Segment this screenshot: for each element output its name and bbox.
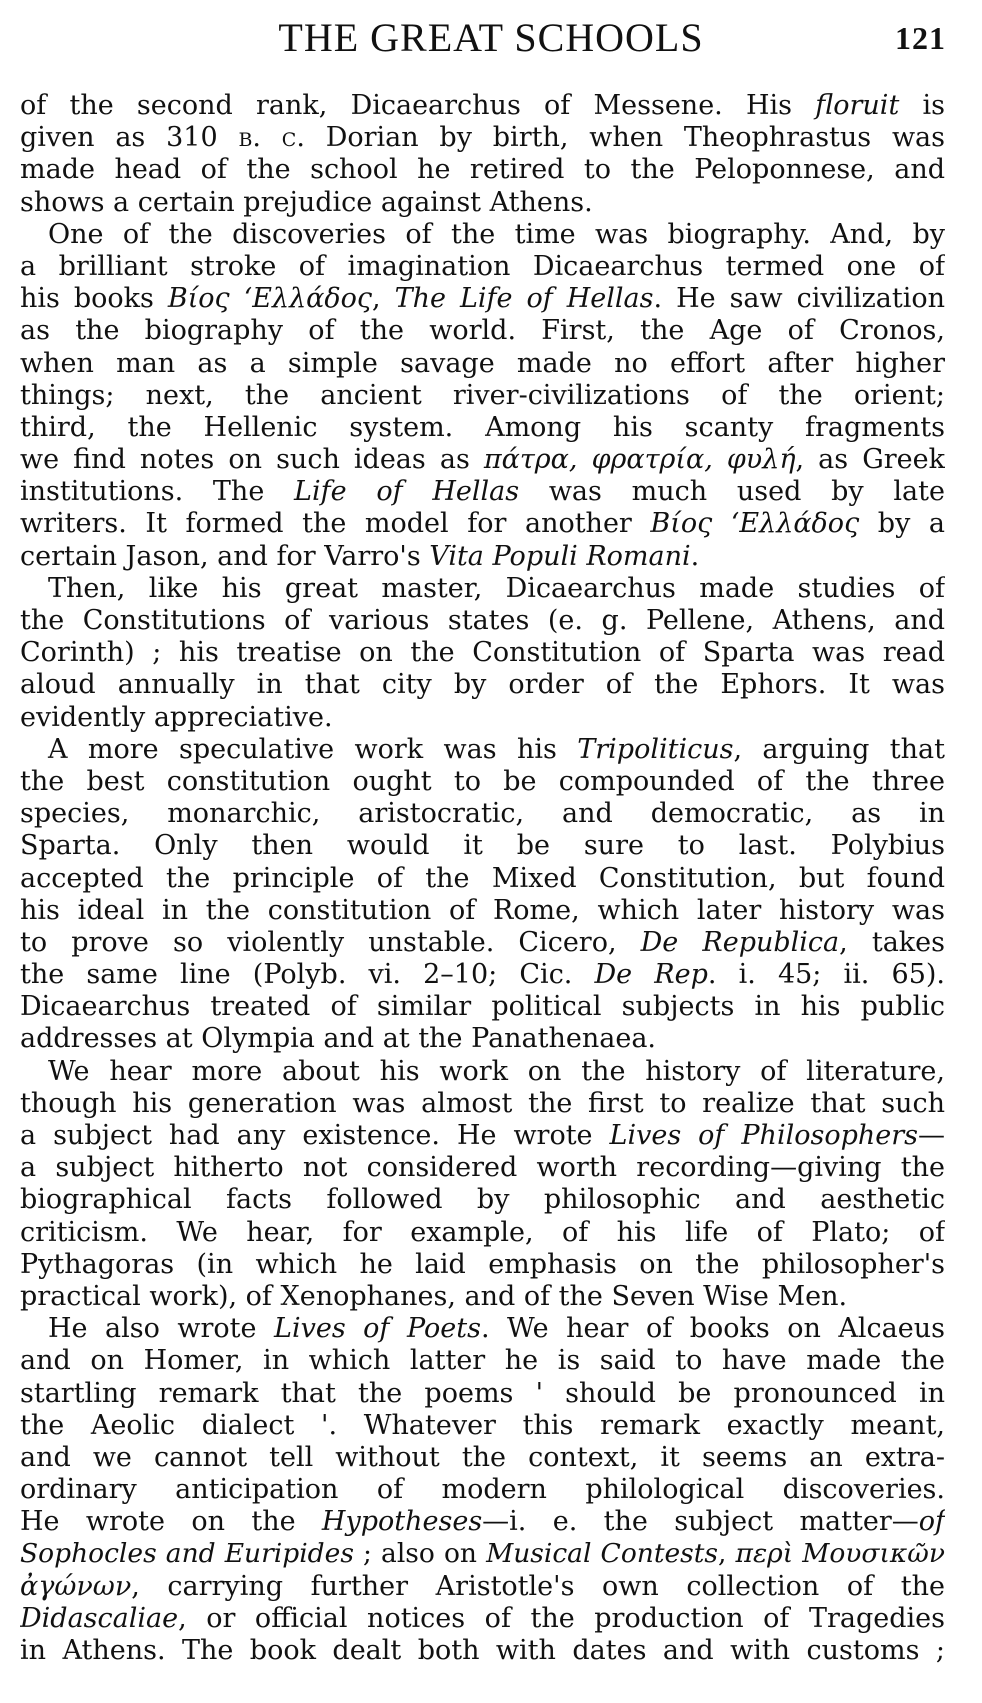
- text-line: [20, 1023, 945, 1055]
- text-line: [20, 219, 945, 251]
- text-run: Pythagoras (in which he laid emphasis on the philosopher's: [20, 1248, 945, 1280]
- text-line: [20, 1571, 945, 1603]
- text-run: a brilliant stroke of imagination Dicaearchus termed one of: [20, 250, 945, 282]
- text-line: [20, 541, 945, 573]
- text-line: [20, 380, 945, 412]
- italic-text: of: [918, 1506, 945, 1538]
- text-line: [20, 476, 945, 508]
- text-line: [20, 412, 945, 444]
- text-line: [20, 1442, 945, 1474]
- text-line: [20, 1088, 945, 1120]
- text-run: , as Greek: [795, 444, 945, 476]
- text-line: [20, 251, 945, 283]
- text-line: [20, 1281, 945, 1313]
- italic-text: Lives of Philosophers: [609, 1120, 918, 1151]
- text-run: —: [918, 1120, 945, 1151]
- text-run: to prove so violently unstable. Cicero,: [20, 926, 641, 958]
- text-run: in Athens. The book dealt both with dates and with customs ;: [20, 1635, 945, 1666]
- text-run: Dicaearchus treated of similar political subjects in his public: [20, 991, 945, 1023]
- small-caps-text: b. c.: [238, 122, 305, 154]
- text-line: [20, 863, 945, 895]
- text-line: [20, 1635, 945, 1667]
- text-run: evidently appreciative.: [20, 701, 333, 733]
- text-line: [20, 1313, 945, 1345]
- text-run: —i. e. the subject matter—: [482, 1506, 919, 1538]
- text-line: [20, 669, 945, 701]
- text-run: ,: [718, 1538, 736, 1570]
- italic-text: περὶ Μουσικῶν: [735, 1538, 945, 1570]
- text-run: was much used by late: [519, 476, 945, 508]
- text-run: Dorian by birth, when Theophrastus was: [304, 122, 945, 154]
- text-run: and on Homer, in which latter he is said to have made the: [20, 1345, 945, 1377]
- text-line: [20, 90, 945, 122]
- text-run: though his generation was almost the first to realize that such: [20, 1087, 945, 1119]
- text-line: [20, 1056, 945, 1088]
- text-line: [20, 734, 945, 766]
- text-run: criticism. We hear, for example, of his life of Plato; of: [20, 1216, 945, 1248]
- text-run: we find notes on such ideas as: [20, 444, 484, 476]
- text-line: [20, 1152, 945, 1184]
- text-line: [20, 1184, 945, 1216]
- text-run: given as 310: [20, 122, 239, 154]
- italic-text: De Republica: [640, 926, 840, 958]
- text-line: [20, 766, 945, 798]
- text-run: . We hear of books on Alcaeus: [480, 1313, 945, 1345]
- text-run: biographical facts followed by philosophic and aesthetic: [20, 1184, 945, 1216]
- italic-text: Tripoliticus: [577, 733, 734, 765]
- text-run: shows a certain prejudice against Athens.: [20, 186, 593, 218]
- text-line: [20, 1217, 945, 1249]
- italic-text: ἀγώνων: [20, 1570, 132, 1602]
- text-run: writers. It formed the model for another: [20, 508, 651, 540]
- text-run: as the biography of the world. First, the Age of Cronos,: [20, 315, 945, 347]
- text-run: the same line (Polyb. vi. 2–10; Cic.: [20, 959, 595, 991]
- text-run: He also wrote: [48, 1313, 275, 1345]
- text-line: [20, 348, 945, 380]
- text-line: [20, 605, 945, 637]
- italic-text: Didascaliae: [20, 1602, 179, 1634]
- text-line: [20, 830, 945, 862]
- italic-text: Vita Populi Romani: [429, 540, 691, 572]
- text-line: [20, 1378, 945, 1410]
- text-line: [20, 154, 945, 186]
- text-run: of the second rank, Dicaearchus of Messene. His: [20, 90, 816, 121]
- text-line: [20, 315, 945, 347]
- text-line: [20, 895, 945, 927]
- text-run: We hear more about his work on the history of literature,: [48, 1055, 945, 1087]
- page-header: [0, 14, 982, 64]
- text-line: [20, 187, 945, 219]
- text-run: practical work), of Xenophanes, and of the Seven Wise Men.: [20, 1280, 848, 1312]
- text-line: [20, 1120, 945, 1152]
- italic-text: Hypotheses: [321, 1506, 483, 1538]
- text-line: [20, 573, 945, 605]
- text-run: a subject hitherto not considered worth recording—giving the: [20, 1152, 945, 1184]
- text-run: when man as a simple savage made no effort after higher: [20, 347, 945, 379]
- text-line: [20, 1345, 945, 1377]
- text-run: , takes: [839, 926, 945, 958]
- text-line: [20, 122, 945, 154]
- text-run: by a: [859, 508, 945, 540]
- text-line: [20, 1538, 945, 1570]
- text-run: ,: [372, 283, 395, 315]
- running-title: THE GREAT SCHOOLS: [278, 15, 704, 60]
- italic-text: The Life of Hellas: [394, 283, 654, 315]
- text-run: .: [690, 540, 700, 572]
- text-run: , arguing that: [733, 733, 945, 765]
- text-run: startling remark that the poems ' should be pronounced in: [20, 1377, 945, 1409]
- text-run: , carrying further Aristotle's own collection of the: [131, 1570, 945, 1602]
- text-run: a subject had any existence. He wrote: [20, 1120, 610, 1151]
- italic-text: Βίος ʻΕλλάδος: [650, 508, 860, 540]
- text-run: Corinth) ; his treatise on the Constitution of Sparta was read: [20, 637, 945, 669]
- italic-text: Musical Contests: [486, 1538, 719, 1570]
- text-line: [20, 283, 945, 315]
- text-run: accepted the principle of the Mixed Constitution, but found: [20, 862, 945, 894]
- text-run: made head of the school he retired to the Peloponnese, and: [20, 154, 945, 186]
- italic-text: floruit: [815, 90, 900, 121]
- text-line: [20, 1603, 945, 1635]
- italic-text: πάτρα, φρατρία, φυλή: [483, 444, 796, 476]
- italic-text: De Rep: [594, 959, 708, 991]
- text-run: Then, like his great master, Dicaearchus made studies of: [48, 572, 945, 604]
- text-run: ; also on: [353, 1538, 487, 1570]
- italic-text: Βίος ʻΕλλάδος: [167, 283, 373, 315]
- text-run: the Constitutions of various states (e. g. Pellene, Athens, and: [20, 605, 945, 636]
- text-run: things; next, the ancient river-civilizations of the orient;: [20, 379, 945, 411]
- text-run: the best constitution ought to be compounded of the three: [20, 765, 945, 797]
- text-run: aloud annually in that city by order of the Ephors. It was: [20, 669, 945, 701]
- italic-text: Lives of Poets: [274, 1313, 481, 1345]
- text-run: addresses at Olympia and at the Panathenaea.: [20, 1023, 657, 1055]
- text-run: third, the Hellenic system. Among his scanty fragments: [20, 411, 945, 443]
- text-line: [20, 1474, 945, 1506]
- text-line: [20, 1506, 945, 1538]
- text-run: is: [899, 90, 945, 121]
- text-run: his ideal in the constitution of Rome, which later history was: [20, 894, 945, 926]
- text-run: his books: [20, 283, 168, 315]
- italic-text: Sophocles and Euripides: [20, 1538, 354, 1570]
- text-run: species, monarchic, aristocratic, and democratic, as in: [20, 798, 945, 830]
- text-line: [20, 637, 945, 669]
- text-line: [20, 959, 945, 991]
- page-number: 121: [895, 20, 946, 56]
- text-run: Sparta. Only then would it be sure to last. Polybius: [20, 830, 945, 862]
- text-run: One of the discoveries of the time was biography. And, by: [48, 218, 945, 250]
- text-run: . He saw civilization: [653, 283, 945, 315]
- text-line: [20, 927, 945, 959]
- text-line: [20, 1249, 945, 1281]
- text-run: He wrote on the: [20, 1506, 322, 1538]
- text-line: [20, 1410, 945, 1442]
- text-line: [20, 702, 945, 734]
- text-line: [20, 991, 945, 1023]
- text-run: , or official notices of the production of Tragedies: [178, 1602, 945, 1634]
- text-run: . i. 45; ii. 65).: [707, 959, 945, 991]
- text-run: ordinary anticipation of modern philological discoveries.: [20, 1474, 945, 1506]
- body-text: [20, 90, 945, 1667]
- text-line: [20, 508, 945, 540]
- text-run: and we cannot tell without the context, it seems an extra-: [20, 1441, 945, 1473]
- italic-text: Life of Hellas: [294, 476, 520, 508]
- text-run: the Aeolic dialect '. Whatever this remark exactly meant,: [20, 1409, 945, 1441]
- text-run: institutions. The: [20, 476, 295, 508]
- text-line: [20, 798, 945, 830]
- text-run: certain Jason, and for Varro's: [20, 540, 430, 572]
- text-line: [20, 444, 945, 476]
- text-run: A more speculative work was his: [48, 733, 578, 765]
